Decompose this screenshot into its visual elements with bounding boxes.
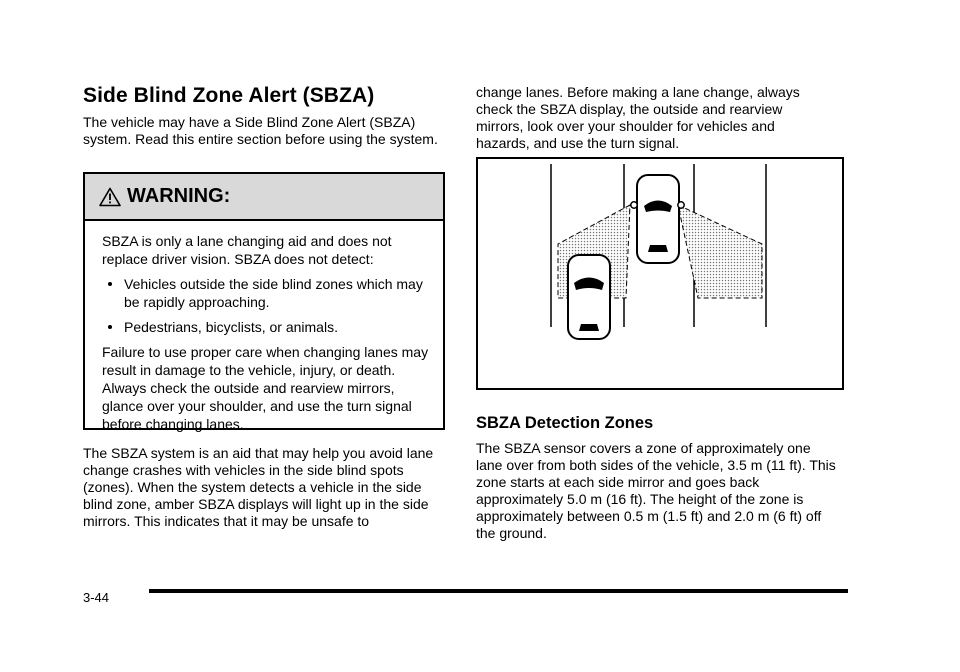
body-paragraph-left: The SBZA system is an aid that may help you avoid lane change crashes with vehicles in the side blind spots (zones). When the system detects a vehicle in the side blind zone, amber SBZA displays will light up in the side mirrors. This indicates that it may be unsafe to	[83, 445, 434, 529]
warning-header	[85, 174, 443, 221]
adjacent-vehicle-icon	[568, 255, 610, 339]
body-paragraph-right: change lanes. Before making a lane change, always check the SBZA display, the outside and rearview mirrors, look over your shoulder for vehicles and hazards, and use the turn signal.	[476, 84, 800, 151]
warning-title: WARNING:	[127, 185, 231, 207]
warning-body	[85, 221, 443, 433]
detection-zones-paragraph: The SBZA sensor covers a zone of approximately one lane over from both sides of the vehicle, 3.5 m (11 ft). This zone starts at each side mirror and goes back approximately 5.0 m (16 ft). The height of the zone is approximately between 0.5 m (1.5 ft) and 2.0 m (6 ft) off the ground.	[476, 440, 836, 541]
footer-rule	[149, 589, 848, 593]
section-title: Side Blind Zone Alert (SBZA)	[83, 84, 375, 107]
intro-paragraph: The vehicle may have a Side Blind Zone Alert (SBZA) system. Read this entire section before using the system.	[83, 114, 438, 147]
left-mirror-sensor-icon	[631, 202, 637, 208]
warning-text-failure: Failure to use proper care when changing lanes may result in damage to the vehicle, injury, or death. Always check the outside and rearview mirrors, glance over your shoulder, and use the turn signal before changing lanes.	[102, 344, 429, 432]
warning-bullet-list	[102, 275, 429, 336]
warning-triangle-icon	[99, 187, 121, 207]
sbza-diagram	[476, 157, 844, 390]
warning-text-intro: SBZA is only a lane changing aid and does not replace driver vision. SBZA does not detect:	[102, 233, 392, 267]
right-detection-zone	[678, 205, 762, 298]
warning-bullet: Pedestrians, bicyclists, or animals.	[102, 318, 429, 336]
warning-bullet: Vehicles outside the side blind zones which may be rapidly approaching.	[102, 275, 429, 311]
right-mirror-sensor-icon	[678, 202, 684, 208]
page-number: 3-44	[83, 590, 110, 605]
host-vehicle-icon	[631, 175, 684, 263]
detection-zones-heading: SBZA Detection Zones	[476, 414, 654, 432]
sbza-diagram-illustration	[478, 159, 842, 388]
warning-box	[83, 172, 445, 430]
